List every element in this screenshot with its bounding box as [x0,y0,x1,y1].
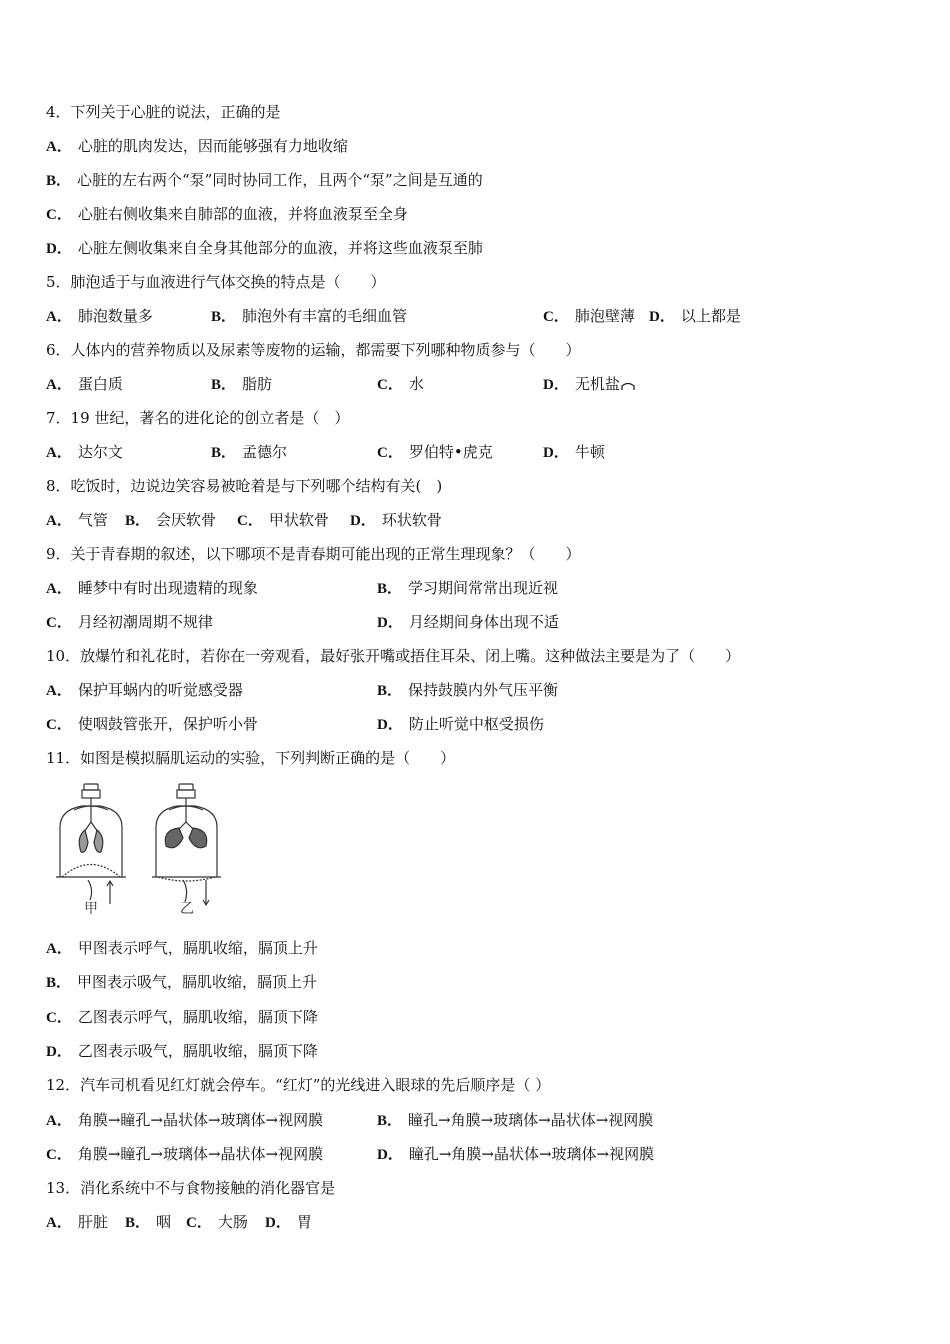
q5-option-c: C． 肺泡壁薄 [543,307,635,325]
q10-option-a: A． 保护耳蜗内的听觉感受器 [46,681,243,699]
q11-stem: 11．如图是模拟膈肌运动的实验，下列判断正确的是（ ） [46,749,456,767]
q4-option-a: A． 心脏的肌肉发达，因而能够强有力地收缩 [46,137,348,155]
figure-label-jia: 甲 [84,901,98,917]
q8-option-c: C． 甲状软骨 [237,511,329,529]
mark-glyph [620,378,636,392]
q9-option-b: B． 学习期间常常出现近视 [377,579,559,597]
q7-option-c: C． 罗伯特•虎克 [377,443,493,461]
q10-stem: 10．放爆竹和礼花时，若你在一旁观看，最好张开嘴或捂住耳朵、闭上嘴。这种做法主要是为了（ ） [46,647,741,665]
q6-stem: 6．人体内的营养物质以及尿素等废物的运输，都需要下列哪种物质参与（ ） [46,341,581,359]
diaphragm-model-figure [52,782,222,917]
q11-option-a: A． 甲图表示呼气，膈肌收缩，膈顶上升 [46,939,318,957]
q4-stem: 4．下列关于心脏的说法，正确的是 [46,103,281,121]
q8-option-d: D． 环状软骨 [350,511,442,529]
q5-option-b: B． 肺泡外有丰富的毛细血管 [211,307,408,325]
q8-option-b: B． 会厌软骨 [125,511,217,529]
q6-option-a: A． 蛋白质 [46,375,123,393]
q10-option-d: D． 防止听觉中枢受损伤 [377,715,544,733]
q7-option-b: B． 孟德尔 [211,443,288,461]
q13-option-c: C． 大肠 [186,1213,248,1231]
q9-option-d: D． 月经期间身体出现不适 [377,613,559,631]
q11-option-c: C． 乙图表示呼气，膈肌收缩，膈顶下降 [46,1008,318,1026]
diaphragm-model-drawing [52,782,222,917]
q4-option-b: B． 心脏的左右两个“泵”同时协同工作，且两个“泵”之间是互通的 [46,171,483,189]
q11-option-d: D． 乙图表示吸气，膈肌收缩，膈顶下降 [46,1042,318,1060]
q8-stem: 8．吃饭时，边说边笑容易被呛着是与下列哪个结构有关( ) [46,477,443,495]
q9-option-a: A． 睡梦中有时出现遗精的现象 [46,579,258,597]
q10-option-b: B． 保持鼓膜内外气压平衡 [377,681,559,699]
q5-option-a: A． 肺泡数量多 [46,307,153,325]
jar-jia [56,784,126,904]
q8-option-a: A． 气管 [46,511,108,529]
q13-option-d: D． 胃 [265,1213,312,1231]
q12-option-b: B． 瞳孔→角膜→玻璃体→晶状体→视网膜 [377,1111,654,1129]
q9-stem: 9．关于青春期的叙述，以下哪项不是青春期可能出现的正常生理现象？（ ） [46,545,581,563]
q13-option-a: A． 肝脏 [46,1213,108,1231]
q7-stem: 7．19 世纪，著名的进化论的创立者是（ ） [46,409,350,427]
q12-stem: 12．汽车司机看见红灯就会停车。“红灯”的光线进入眼球的先后顺序是（ ） [46,1076,551,1094]
q5-option-d: D． 以上都是 [649,307,741,325]
q12-option-a: A． 角膜→瞳孔→晶状体→玻璃体→视网膜 [46,1111,324,1129]
q6-option-c: C． 水 [377,375,424,393]
q5-stem: 5．肺泡适于与血液进行气体交换的特点是（ ） [46,273,386,291]
q4-option-c: C． 心脏右侧收集来自肺部的血液，并将血液泵至全身 [46,205,408,223]
q6-option-b: B． 脂肪 [211,375,273,393]
q13-stem: 13．消化系统中不与食物接触的消化器官是 [46,1179,336,1197]
jar-yi [152,784,221,905]
q9-option-c: C． 月经初潮周期不规律 [46,613,213,631]
q4-option-d: D． 心脏左侧收集来自全身其他部分的血液，并将这些血液泵至肺 [46,239,483,257]
q6-option-d: D． 无机盐 [543,374,636,395]
q7-option-d: D． 牛顿 [543,443,605,461]
figure-label-yi: 乙 [180,901,194,917]
q10-option-c: C． 使咽鼓管张开，保护听小骨 [46,715,258,733]
q12-option-c: C． 角膜→瞳孔→玻璃体→晶状体→视网膜 [46,1145,324,1163]
q11-option-b: B． 甲图表示吸气，膈肌收缩，膈顶上升 [46,973,318,991]
q7-option-a: A． 达尔文 [46,443,123,461]
q12-option-d: D． 瞳孔→角膜→晶状体→玻璃体→视网膜 [377,1145,655,1163]
q13-option-b: B． 咽 [125,1213,172,1231]
